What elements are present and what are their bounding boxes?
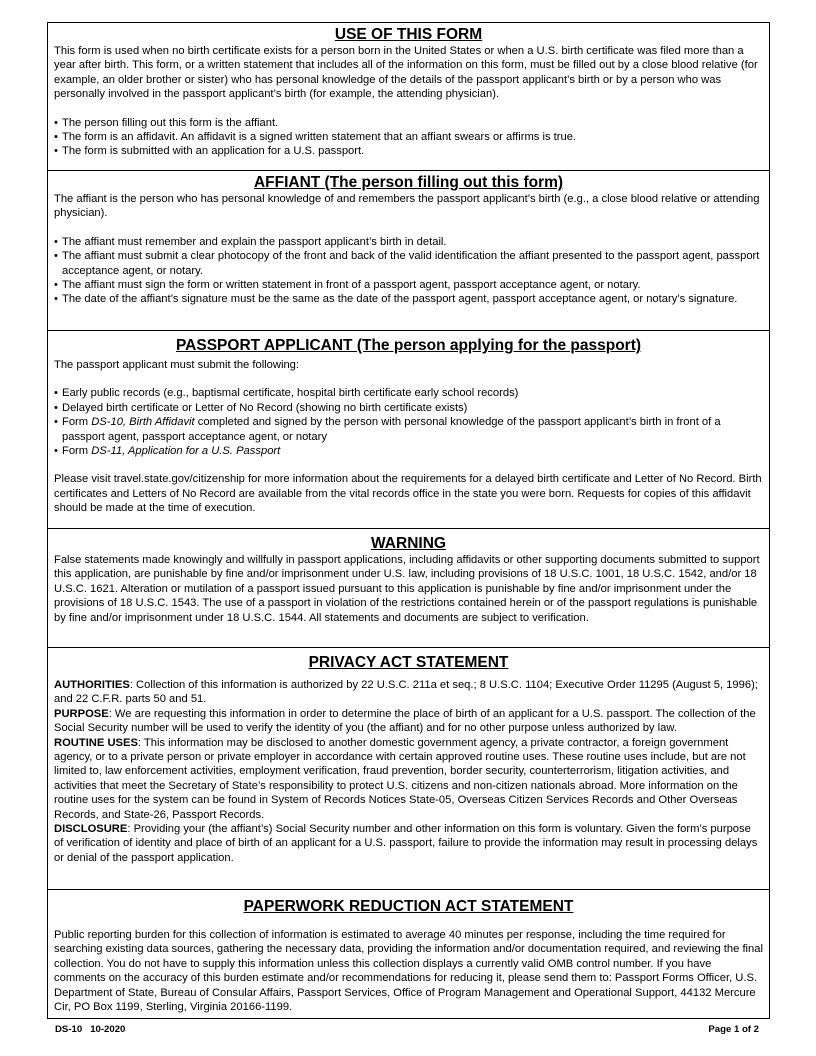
affiant-bullet: • The affiant must sign the form or written statement in front of a passport agent, passport acceptance agent, or notary. (54, 278, 763, 292)
applicant-closing: Please visit travel.state.gov/citizenship for more information about the requirements for a delayed birth certificate and Letter of No Record. Birth certificates and Letters of No Record are available from the vital records office in the state you were born. Requests for copies of this affidavit should be made at the time of execution. (54, 473, 762, 515)
applicant-heading: PASSPORT APPLICANT (The person applying for the passport) (175, 337, 642, 354)
use-bullet: • The form is submitted with an application for a U.S. passport. (54, 144, 763, 158)
form-page (47, 22, 770, 1019)
applicant-bullet: • Delayed birth certificate or Letter of No Record (showing no birth certificate exists) (54, 401, 763, 415)
applicant-bullet: • Form DS-11, Application for a U.S. Passport (54, 444, 763, 458)
privacy-heading: PRIVACY ACT STATEMENT (308, 654, 509, 671)
affiant-bullet: • The affiant must submit a clear photocopy of the front and back of the valid identification the affiant presented to the passport agent, passport acceptance agent, or notary. (54, 249, 763, 278)
warning-heading: WARNING (371, 535, 446, 552)
page-number: Page 1 of 2 (708, 1024, 759, 1035)
paperwork-paragraph: Public reporting burden for this collection of information is estimated to average 40 minutes per response, including the time required for searching existing data sources, gathering the necessary data, providing the information and/or documentation required, and reviewing the final collection. You do not have to supply this information unless this collection displays a currently valid OMB control number. If you have comments on the accuracy of this burden estimate and/or recommendations for reducing it, please send them to: Passport Forms Officer, U.S. Department of State, Bureau of Consular Affairs, Passport Services, Office of Program Management and Operational Support, 44132 Mercure Cir, PO Box 1199, Sterling, Virginia 20166-1199. (54, 929, 763, 1014)
disclosure-paragraph: DISCLOSURE: Providing your (the affiant’s) Social Security number and other information on this form is voluntary. Given the form’s purpose of verification of identity and place of birth of an applicant for a U.S. passport, failure to provide the information may result in processing delays or denial of the passport application. (54, 823, 758, 864)
purpose-paragraph: PURPOSE: We are requesting this information in order to determine the place of birth of an applicant for a U.S. passport. The collection of the Social Security number will be used to verify the identity of you (the affiant) and for no other purpose unless authorized by law. (54, 707, 756, 735)
paperwork-heading: PAPERWORK REDUCTION ACT STATEMENT (243, 898, 574, 915)
form-id: DS-10 10-2020 (55, 1024, 126, 1035)
affiant-bullet: • The date of the affiant’s signature must be the same as the date of the passport agent, passport acceptance agent, or notary’s signature. (54, 292, 763, 306)
affiant-section (47, 171, 770, 331)
disclosure-label: DISCLOSURE (54, 823, 128, 836)
privacy-section (47, 648, 770, 890)
use-of-form-paragraph: This form is used when no birth certificate exists for a person born in the United States or when a U.S. birth certificate was filed more than a year after birth. This form, or a written statement that includes all of the information on this form, must be filled out by a close blood relative (for example, an older brother or sister) who has personal knowledge of the details of the passport applicant’s birth or by a person who was personally involved in the passport applicant’s birth (for example, the attending physician). (54, 45, 758, 101)
applicant-section (47, 331, 770, 529)
ds10-form-name: DS-10, Birth Affidavit (91, 416, 195, 429)
use-bullet: • The person filling out this form is the affiant. (54, 116, 763, 130)
affiant-heading: AFFIANT (The person filling out this form) (253, 174, 564, 191)
applicant-bullet: • Form DS-10, Birth Affidavit completed and signed by the person with personal knowledge of the passport applicant’s birth in front of a passport agent, passport acceptance agent, or notary (54, 415, 763, 444)
affiant-paragraph: The affiant is the person who has personal knowledge of and remembers the passport applicant’s birth (e.g., a close blood relative or attending physician). (54, 193, 760, 220)
use-of-form-heading: USE OF THIS FORM (334, 26, 483, 43)
applicant-intro: The passport applicant must submit the following: (54, 359, 300, 371)
routine-uses-label: ROUTINE USES (54, 736, 138, 749)
routine-uses-paragraph: ROUTINE USES: This information may be disclosed to another domestic government agency, a private contractor, a foreign government agency, or to a private person or private employer in accordance with certain approved routine uses. These routine uses include, but are not limited to, law enforcement activities, employment verification, fraud prevention, border security, counterterrorism, litigation activities, and activities that meet the Secretary of State’s responsibility to protect U.S. citizens and non-citizen nationals abroad. More information on the routine uses for the system can be found in System of Records Notices State-05, Overseas Citizen Services Records and Other Overseas Records, and State-26, Passport Records. (54, 736, 746, 821)
use-bullet: • The form is an affidavit. An affidavit is a signed written statement that an affiant swears or affirms is true. (54, 130, 763, 144)
paperwork-section (47, 890, 770, 1019)
affiant-bullet: • The affiant must remember and explain the passport applicant’s birth in detail. (54, 235, 763, 249)
authorities-paragraph: AUTHORITIES: Collection of this information is authorized by 22 U.S.C. 211a et seq.; 8 U.S.C. 1104; Executive Order 11295 (August 5, 1996); and 22 C.F.R. parts 50 and 51. (54, 679, 758, 706)
use-of-form-section (47, 22, 770, 171)
warning-paragraph: False statements made knowingly and willfully in passport applications, including affidavits or other supporting documents submitted to support this application, are punishable by fine and/or imprisonment under U.S. law, including provisions of 18 U.S.C. 1001, 18 U.S.C. 1542, and/or 18 U.S.C. 1621. Alteration or mutilation of a passport issued pursuant to this application is punishable by fine and/or imprisonment under the provisions of 18 U.S.C. 1543. The use of a passport in violation of the restrictions contained herein or of the passport regulations is punishable by fine and/or imprisonment under 18 U.S.C. 1544. All statements and documents are subject to verification. (54, 554, 760, 624)
purpose-label: PURPOSE (54, 707, 109, 720)
warning-section (47, 529, 770, 648)
applicant-bullet: • Early public records (e.g., baptismal certificate, hospital birth certificate early school records) (54, 386, 763, 400)
authorities-label: AUTHORITIES (54, 679, 130, 691)
ds11-form-name: DS-11, Application for a U.S. Passport (91, 445, 281, 458)
